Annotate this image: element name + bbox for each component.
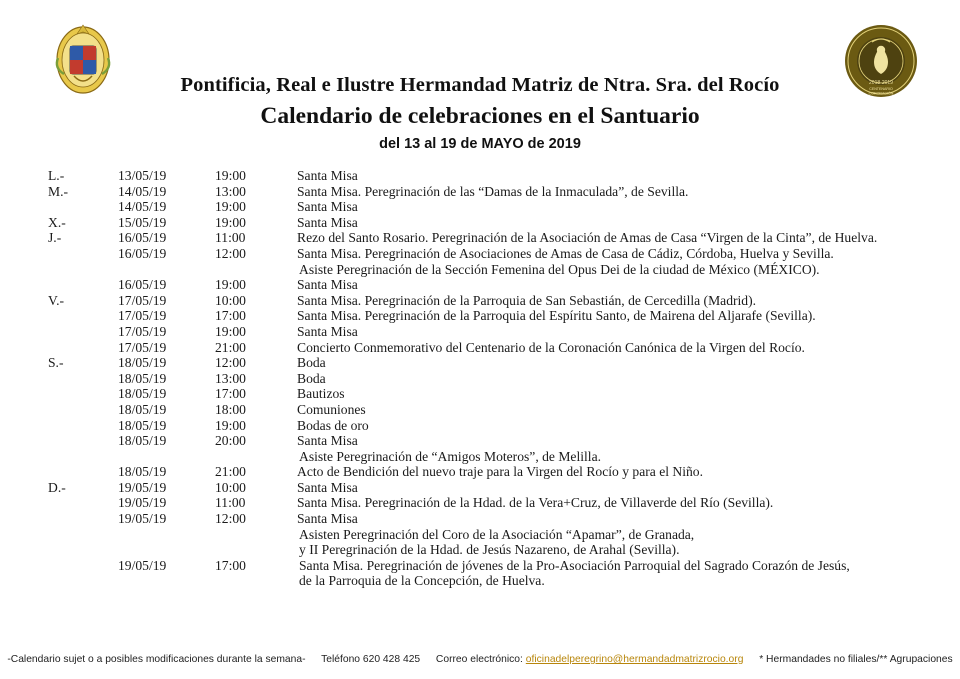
page-subtitle: Calendario de celebraciones en el Santuario xyxy=(260,102,700,129)
row-time: 17:00 xyxy=(215,557,246,573)
row-day xyxy=(48,418,118,434)
table-row xyxy=(48,511,877,527)
table-row xyxy=(48,542,877,558)
footer-email-link[interactable]: oficinadelperegrino@hermandadmatrizrocio.org xyxy=(525,654,744,665)
row-time: 19:00 xyxy=(215,168,246,183)
row-description: Santa Misa. Peregrinación de las “Damas de la Inmaculada”, de Sevilla. xyxy=(297,183,689,199)
row-day xyxy=(48,402,118,418)
row-date: 19/05/19 xyxy=(118,557,167,573)
row-day xyxy=(48,371,118,387)
row-description: Concierto Conmemorativo del Centenario de la Coronación Canónica de la Virgen del Rocío. xyxy=(297,339,805,355)
row-day xyxy=(48,449,118,465)
row-date xyxy=(118,262,215,278)
row-description: Santa Misa xyxy=(297,199,358,215)
table-row xyxy=(48,230,877,246)
row-time: 10:00 xyxy=(215,292,246,308)
row-day xyxy=(48,308,118,324)
row-description: Santa Misa xyxy=(297,433,358,449)
row-day: J.- xyxy=(48,230,62,246)
row-description: Santa Misa xyxy=(297,323,358,339)
row-time: 13:00 xyxy=(215,370,246,386)
table-row xyxy=(48,293,877,309)
row-day xyxy=(48,495,118,511)
table-row xyxy=(48,573,877,589)
table-row xyxy=(48,168,877,184)
row-time: 12:00 xyxy=(215,511,246,527)
row-date xyxy=(118,573,215,589)
row-description: Santa Misa xyxy=(297,168,358,183)
table-row xyxy=(48,246,877,262)
row-date: 19/05/19 xyxy=(118,495,167,511)
row-date: 15/05/19 xyxy=(118,214,167,230)
row-description: Santa Misa. Peregrinación de la Hdad. de la Vera+Cruz, de Villaverde del Río (Sevilla). xyxy=(297,495,774,511)
svg-text:2018-2019: 2018-2019 xyxy=(869,80,893,86)
row-date: 18/05/19 xyxy=(118,401,167,417)
page-title: Pontificia, Real e Ilustre Hermandad Matriz de Ntra. Sra. del Rocío xyxy=(180,74,780,96)
row-description: Bodas de oro xyxy=(297,417,369,433)
row-date: 13/05/19 xyxy=(118,168,167,183)
row-day: D.- xyxy=(48,479,66,495)
row-date: 19/05/19 xyxy=(118,479,167,495)
table-row xyxy=(48,386,877,402)
row-date: 16/05/19 xyxy=(118,277,167,293)
row-day: V.- xyxy=(48,292,64,308)
row-description: Asiste Peregrinación de la Sección Femenina del Opus Dei de la ciudad de México (MÉXICO). xyxy=(299,261,820,277)
row-date: 14/05/19 xyxy=(118,199,167,215)
table-row xyxy=(48,480,877,496)
row-day xyxy=(48,464,118,480)
row-day xyxy=(48,542,118,558)
schedule-section xyxy=(0,168,960,589)
row-date: 18/05/19 xyxy=(118,417,167,433)
row-day xyxy=(48,527,118,543)
row-description: Boda xyxy=(297,370,326,386)
row-day: L.- xyxy=(48,168,65,183)
row-date: 18/05/19 xyxy=(118,355,167,371)
row-time: 21:00 xyxy=(215,339,246,355)
row-day xyxy=(48,199,118,215)
footer-disclaimer: -Calendario sujet o a posibles modificaciones durante la semana- xyxy=(7,654,306,665)
row-time: 19:00 xyxy=(215,323,246,339)
table-row xyxy=(48,355,877,371)
row-description: Boda xyxy=(297,355,326,371)
row-time xyxy=(215,527,297,543)
row-description: Santa Misa xyxy=(297,277,358,293)
row-day xyxy=(48,573,118,589)
table-row xyxy=(48,308,877,324)
row-date xyxy=(118,527,215,543)
table-row xyxy=(48,558,877,574)
row-time: 17:00 xyxy=(215,308,246,324)
row-time: 20:00 xyxy=(215,433,246,449)
row-time: 19:00 xyxy=(215,199,246,215)
row-day xyxy=(48,324,118,340)
row-date: 14/05/19 xyxy=(118,183,167,199)
row-date: 18/05/19 xyxy=(118,386,167,402)
row-description: Santa Misa. Peregrinación de la Parroquia del Espíritu Santo, de Mairena del Aljarafe (Sevilla). xyxy=(297,308,816,324)
centenario-seal-icon xyxy=(844,24,918,98)
row-date: 17/05/19 xyxy=(118,308,167,324)
table-row xyxy=(48,464,877,480)
row-date: 17/05/19 xyxy=(118,323,167,339)
row-time: 12:00 xyxy=(215,355,246,371)
row-description: Santa Misa xyxy=(297,511,358,527)
row-time: 18:00 xyxy=(215,401,246,417)
row-day: S.- xyxy=(48,355,64,371)
footer-email-label: Correo electrónico: xyxy=(435,654,523,665)
table-row xyxy=(48,402,877,418)
row-day: M.- xyxy=(48,183,69,199)
row-time: 19:00 xyxy=(215,277,246,293)
table-row xyxy=(48,527,877,543)
row-date: 16/05/19 xyxy=(118,245,167,261)
row-description: Bautizos xyxy=(297,386,345,402)
row-description: de la Parroquia de la Concepción, de Huelva. xyxy=(299,573,545,589)
hermandad-crest-icon xyxy=(52,20,114,98)
row-description: y II Peregrinación de la Hdad. de Jesús Nazareno, de Arahal (Sevilla). xyxy=(299,542,680,558)
row-time: 21:00 xyxy=(215,464,246,480)
row-time: 17:00 xyxy=(215,386,246,402)
table-row xyxy=(48,262,877,278)
row-description: Santa Misa xyxy=(297,479,358,495)
row-description: Asiste Peregrinación de “Amigos Moteros”, de Melilla. xyxy=(299,448,602,464)
table-row xyxy=(48,199,877,215)
table-row xyxy=(48,371,877,387)
row-description: Santa Misa xyxy=(297,214,358,230)
row-day: X.- xyxy=(48,214,66,230)
row-time: 11:00 xyxy=(215,230,246,246)
table-row xyxy=(48,340,877,356)
row-date: 19/05/19 xyxy=(118,511,167,527)
row-time xyxy=(215,542,297,558)
row-day xyxy=(48,433,118,449)
row-description: Asisten Peregrinación del Coro de la Asociación “Apamar”, de Granada, xyxy=(299,526,695,542)
document-header xyxy=(0,0,960,152)
row-time: 13:00 xyxy=(215,183,246,199)
row-day xyxy=(48,558,118,574)
row-time: 12:00 xyxy=(215,245,246,261)
row-description: Rezo del Santo Rosario. Peregrinación de la Asociación de Amas de Casa “Virgen de la Cinta”, de Huelva. xyxy=(297,230,878,246)
footer-phone: Teléfono 620 428 425 xyxy=(321,654,421,665)
row-time: 11:00 xyxy=(215,495,246,511)
row-time xyxy=(215,449,297,465)
svg-text:CORONACIÓN: CORONACIÓN xyxy=(868,91,894,96)
row-time: 19:00 xyxy=(215,214,246,230)
svg-text:CENTENARIO: CENTENARIO xyxy=(869,87,893,91)
row-date: 17/05/19 xyxy=(118,292,167,308)
table-row xyxy=(48,215,877,231)
row-day xyxy=(48,277,118,293)
row-time: 10:00 xyxy=(215,479,246,495)
row-date: 18/05/19 xyxy=(118,370,167,386)
row-description: Comuniones xyxy=(297,401,366,417)
row-time xyxy=(215,573,297,589)
row-day xyxy=(48,340,118,356)
schedule-table xyxy=(48,168,877,589)
row-description: Acto de Bendición del nuevo traje para la Virgen del Rocío y para el Niño. xyxy=(297,464,703,480)
title-block xyxy=(0,0,960,152)
footer-note: * Hermandades no filiales/** Agrupaciones xyxy=(759,654,953,665)
row-day xyxy=(48,511,118,527)
row-date xyxy=(118,542,215,558)
row-description: Santa Misa. Peregrinación de jóvenes de la Pro-Asociación Parroquial del Sagrado Corazón de Jesús, xyxy=(299,557,850,573)
table-row xyxy=(48,324,877,340)
row-day xyxy=(48,386,118,402)
row-description: Santa Misa. Peregrinación de Asociaciones de Amas de Casa de Cádiz, Córdoba, Huelva y Sevilla. xyxy=(297,245,834,261)
date-range: del 13 al 19 de MAYO de 2019 xyxy=(379,135,581,152)
table-row xyxy=(48,277,877,293)
document-footer xyxy=(0,654,960,665)
row-date: 18/05/19 xyxy=(118,464,167,480)
table-row xyxy=(48,418,877,434)
row-date: 17/05/19 xyxy=(118,339,167,355)
table-row xyxy=(48,184,877,200)
row-date xyxy=(118,449,215,465)
row-description: Santa Misa. Peregrinación de la Parroquia de San Sebastián, de Cercedilla (Madrid). xyxy=(297,292,757,308)
row-time: 19:00 xyxy=(215,417,246,433)
row-time xyxy=(215,262,297,278)
row-date: 18/05/19 xyxy=(118,433,167,449)
row-day xyxy=(48,246,118,262)
table-row xyxy=(48,433,877,449)
table-row xyxy=(48,495,877,511)
table-row xyxy=(48,449,877,465)
row-day xyxy=(48,262,118,278)
row-date: 16/05/19 xyxy=(118,230,167,246)
